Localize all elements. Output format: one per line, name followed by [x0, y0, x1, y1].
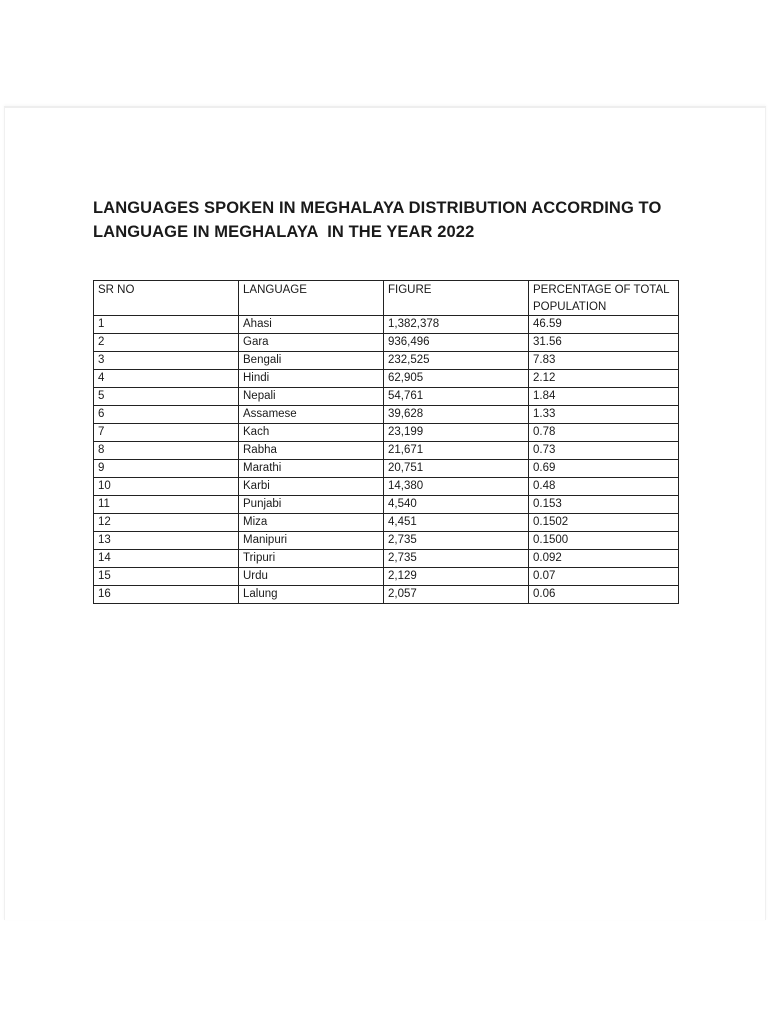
cell-figure: 4,451 [384, 514, 529, 532]
cell-language: Urdu [239, 568, 384, 586]
table-row [94, 370, 679, 388]
cell-figure: 62,905 [384, 370, 529, 388]
cell-language: Rabha [239, 442, 384, 460]
document-title [93, 196, 713, 244]
cell-figure: 39,628 [384, 406, 529, 424]
table-row [94, 568, 679, 586]
cell-sr-no: 1 [94, 316, 239, 334]
table-body [94, 316, 679, 604]
table-row [94, 478, 679, 496]
table-row [94, 442, 679, 460]
cell-percentage: 46.59 [529, 316, 679, 334]
cell-percentage: 2.12 [529, 370, 679, 388]
table-row [94, 388, 679, 406]
cell-sr-no: 5 [94, 388, 239, 406]
cell-figure: 232,525 [384, 352, 529, 370]
cell-sr-no: 12 [94, 514, 239, 532]
table-row [94, 586, 679, 604]
cell-figure: 23,199 [384, 424, 529, 442]
cell-figure: 14,380 [384, 478, 529, 496]
cell-percentage: 0.092 [529, 550, 679, 568]
cell-figure: 2,129 [384, 568, 529, 586]
cell-figure: 20,751 [384, 460, 529, 478]
table-row [94, 496, 679, 514]
cell-language: Hindi [239, 370, 384, 388]
cell-sr-no: 7 [94, 424, 239, 442]
table-header-row [94, 281, 679, 316]
header-figure: FIGURE [384, 281, 529, 316]
table-row [94, 334, 679, 352]
cell-percentage: 0.153 [529, 496, 679, 514]
cell-sr-no: 16 [94, 586, 239, 604]
cell-percentage: 31.56 [529, 334, 679, 352]
cell-figure: 2,735 [384, 550, 529, 568]
cell-language: Tripuri [239, 550, 384, 568]
cell-language: Manipuri [239, 532, 384, 550]
table-row [94, 514, 679, 532]
languages-table [93, 280, 679, 604]
table-row [94, 316, 679, 334]
cell-sr-no: 11 [94, 496, 239, 514]
cell-figure: 54,761 [384, 388, 529, 406]
cell-percentage: 0.07 [529, 568, 679, 586]
cell-sr-no: 4 [94, 370, 239, 388]
table-row [94, 550, 679, 568]
cell-percentage: 0.78 [529, 424, 679, 442]
cell-percentage: 7.83 [529, 352, 679, 370]
cell-figure: 1,382,378 [384, 316, 529, 334]
cell-language: Punjabi [239, 496, 384, 514]
table-row [94, 424, 679, 442]
cell-language: Miza [239, 514, 384, 532]
cell-percentage: 0.48 [529, 478, 679, 496]
header-language: LANGUAGE [239, 281, 384, 316]
table-row [94, 532, 679, 550]
cell-sr-no: 15 [94, 568, 239, 586]
cell-figure: 2,735 [384, 532, 529, 550]
table-row [94, 406, 679, 424]
cell-language: Bengali [239, 352, 384, 370]
cell-language: Assamese [239, 406, 384, 424]
cell-percentage: 0.69 [529, 460, 679, 478]
cell-sr-no: 8 [94, 442, 239, 460]
cell-percentage: 0.1500 [529, 532, 679, 550]
cell-percentage: 0.73 [529, 442, 679, 460]
cell-language: Kach [239, 424, 384, 442]
cell-sr-no: 14 [94, 550, 239, 568]
cell-sr-no: 6 [94, 406, 239, 424]
cell-percentage: 1.33 [529, 406, 679, 424]
cell-percentage: 1.84 [529, 388, 679, 406]
table-row [94, 352, 679, 370]
cell-percentage: 0.06 [529, 586, 679, 604]
cell-language: Nepali [239, 388, 384, 406]
cell-language: Karbi [239, 478, 384, 496]
cell-language: Lalung [239, 586, 384, 604]
cell-figure: 21,671 [384, 442, 529, 460]
cell-language: Marathi [239, 460, 384, 478]
cell-sr-no: 2 [94, 334, 239, 352]
header-percentage: PERCENTAGE OF TOTAL POPULATION [529, 281, 679, 316]
header-sr-no: SR NO [94, 281, 239, 316]
cell-sr-no: 10 [94, 478, 239, 496]
cell-figure: 4,540 [384, 496, 529, 514]
cell-sr-no: 13 [94, 532, 239, 550]
table-row [94, 460, 679, 478]
cell-figure: 2,057 [384, 586, 529, 604]
cell-language: Gara [239, 334, 384, 352]
cell-percentage: 0.1502 [529, 514, 679, 532]
title-line-2: LANGUAGE IN MEGHALAYA IN THE YEAR 2022 [93, 223, 475, 241]
cell-sr-no: 9 [94, 460, 239, 478]
title-line-1: LANGUAGES SPOKEN IN MEGHALAYA DISTRIBUTION ACCORDING TO [93, 199, 662, 217]
top-margin [0, 0, 768, 106]
cell-figure: 936,496 [384, 334, 529, 352]
cell-sr-no: 3 [94, 352, 239, 370]
cell-language: Ahasi [239, 316, 384, 334]
